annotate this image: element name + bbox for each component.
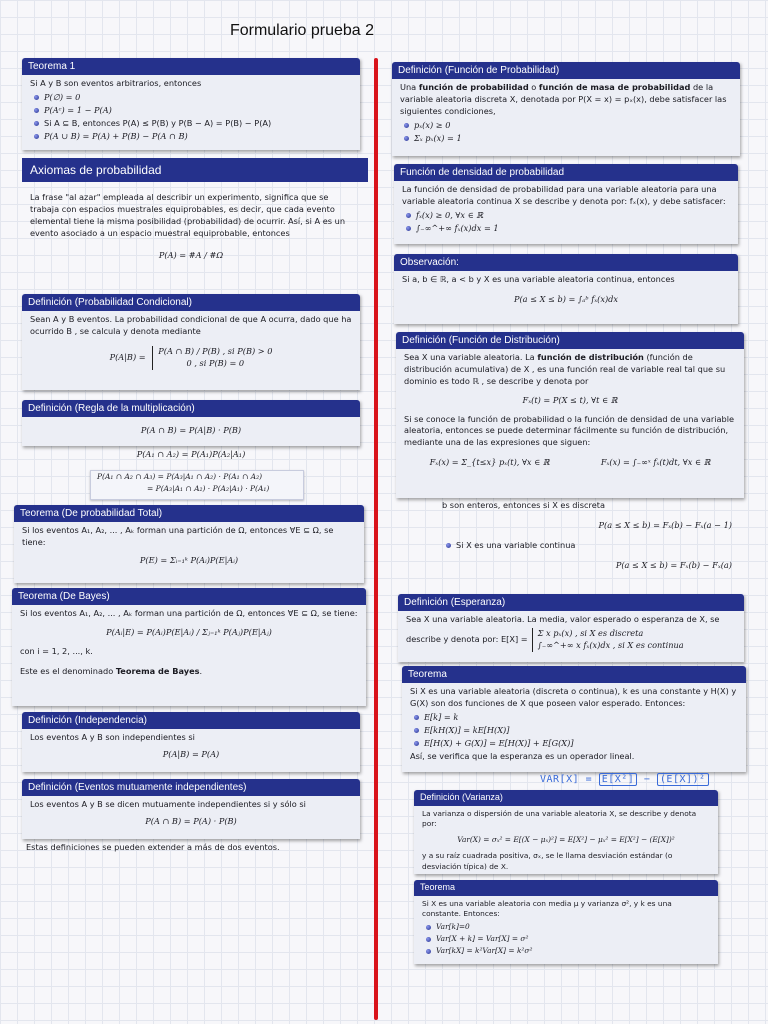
teorema-esp-item: E[kH(X)] = kE[H(X)] [424,725,738,737]
annotation-box1: E[X²] [599,773,638,786]
fragment-formula2: P(a ≤ X ≤ b) = Fₓ(b) − Fₓ(a) [615,559,732,570]
independencia-title: Definición (Independencia) [22,712,360,729]
teorema1-item: P(Aᶜ) = 1 − P(A) [44,105,352,117]
distribucion-formulas [404,457,736,469]
mutuamente-text: Los eventos A y B se dicen mutuamente independientes si y sólo si [30,799,306,809]
axiomas-formula: P(A) = #A / #Ω [158,249,224,260]
distribucion-text [404,352,736,388]
bayes-card [12,588,366,706]
axiomas-title: Axiomas de probabilidad [22,158,368,182]
regla-mult-sheet [90,470,304,500]
bayes-closing-suffix: . [199,665,203,676]
distribucion-formula: Fₓ(t) = P(X ≤ t), ∀t ∈ ℝ [522,394,618,405]
distribucion-formula-discrete: Fₓ(x) = Σ_{t≤x} pₓ(t), ∀x ∈ ℝ [429,457,550,468]
teorema1-item: Si A ⊆ B, entonces P(A) ≤ P(B) y P(B − A) = P(B) − P(A) [44,118,352,130]
annotation-box2: (E[X])² [657,773,709,786]
funcion-prob-text-c: de la variable aleatoria discreta X, denotada por P(X = x) = pₓ(x), debe satisfacer las siguientes condiciones, [400,82,727,116]
observacion-formula: P(a ≤ X ≤ b) = ∫ₐᵇ fₓ(x)dx [513,293,619,304]
teorema-esp-title: Teorema [402,666,746,683]
distribucion-text-a: Sea X una variable aleatoria. La [404,352,538,362]
prob-condicional-formula [30,346,352,370]
varianza-text: La varianza o dispersión de una variable aleatoria X, se describe y denota por: [422,808,697,829]
esperanza-case: Σ x pₓ(x) , si X es discreta [537,627,644,638]
teorema-esp-item: E[k] = k [424,712,738,724]
teorema-var-title: Teorema [414,880,718,896]
prob-condicional-case: 0 , si P(B) = 0 [186,357,245,368]
regla-mult-formula1: P(A ∩ B) = P(A|B) · P(B) [140,425,242,435]
extension-note: Estas definiciones se pueden extender a más de dos eventos. [26,842,280,852]
annotation-left: VAR[X] = [540,774,593,785]
teorema1-title: Teorema 1 [22,58,360,75]
distribucion-text-b: (función de distribución acumulativa) de X , es una función real de variable real tal que su dominio es todo ℝ , se describe y denota por [404,352,726,386]
funcion-prob-item: Σₓ pₓ(x) = 1 [414,133,732,145]
distribucion-title: Definición (Función de Distribución) [396,332,744,349]
teorema-esp-card [402,666,746,772]
prob-condicional-card [22,294,360,390]
teorema1-card [22,58,360,150]
teorema1-item: P(∅) = 0 [44,92,352,104]
mutuamente-title: Definición (Eventos mutuamente independientes) [22,779,360,796]
prob-total-text: Si los eventos A₁, A₂, ... , Aₖ forman una partición de Ω, entonces ∀E ⊆ Ω, se tiene: [22,525,334,547]
axiomas-text [30,192,352,266]
prob-condicional-title: Definición (Probabilidad Condicional) [22,294,360,311]
teorema-var-item: Var[X + k] = Var[X] = σ² [436,934,710,945]
bayes-closing-bold: Teorema de Bayes [115,665,200,676]
fragment-block [442,500,732,580]
distribucion-formula-continuous: Fₓ(x) = ∫₋∞ˣ fₓ(t)dt, ∀x ∈ ℝ [600,457,711,468]
fragment-formula1: P(a ≤ X ≤ b) = Fₓ(b) − Fₓ(a − 1) [598,519,732,530]
independencia-formula: P(A|B) = P(A) [162,748,220,759]
handwritten-annotation [540,774,709,785]
funcion-prob-card [392,62,740,156]
esperanza-cases [532,628,684,652]
bayes-note: con i = 1, 2, ..., k. [20,645,93,656]
prob-condicional-case: P(A ∩ B) / P(B) , si P(B) > 0 [158,345,273,356]
teorema-var-item: Var[k]=0 [436,922,710,933]
prob-total-card [14,505,364,583]
funcion-prob-item: pₓ(x) ≥ 0 [414,120,732,132]
teorema-var-card [414,880,718,964]
independencia-card [22,712,360,772]
regla-mult-formula3: P(A₁ ∩ A₂ ∩ A₃) = P(A₃|A₁ ∩ A₂) · P(A₁ ∩ A₂) [97,472,263,481]
prob-total-formula: P(E) = Σᵢ₌₁ᵏ P(Aᵢ)P(E|Aᵢ) [139,554,239,565]
teorema-esp-closing: Así, se verifica que la esperanza es un operador lineal. [410,751,635,762]
regla-mult-card [22,400,360,446]
independencia-text: Los eventos A y B son independientes si [30,732,195,742]
bayes-title: Teorema (De Bayes) [12,588,366,605]
esperanza-lead: describe y denota por: E[X] = [406,633,528,644]
densidad-card [394,164,738,244]
esperanza-text: Sea X una variable aleatoria. La media, valor esperado o esperanza de X, se [406,614,720,624]
funcion-prob-bold2: función de masa de probabilidad [538,82,691,92]
funcion-prob-title: Definición (Función de Probabilidad) [392,62,740,79]
observacion-title: Observación: [394,254,738,271]
teorema-esp-item: E[H(X) + G(X)] = E[H(X)] + E[G(X)] [424,738,738,750]
annotation-minus: − [643,774,651,785]
densidad-text: La función de densidad de probabilidad para una variable aleatoria para una variable aleatoria continua X se describe y denota por: fₓ(x), y debe satisfacer: [402,184,726,206]
fragment-bullet: Si X es una variable continua [456,540,732,552]
prob-total-title: Teorema (De probabilidad Total) [14,505,364,522]
teorema1-intro: Si A y B son eventos arbitrarios, entonces [30,78,202,88]
densidad-item: ∫₋∞^+∞ fₓ(x)dx = 1 [416,223,730,235]
observacion-card [394,254,738,324]
bayes-closing-prefix: Este es el denominado [20,665,116,676]
regla-mult-formula2: P(A₁ ∩ A₂) = P(A₁)P(A₂|A₁) [136,449,246,459]
distribucion-text2: Si se conoce la función de probabilidad o la función de densidad de una variable aleatoria, entonces se puede determinar fácilmente su función de distribución, mediante una de las expresiones que siguen: [404,413,735,448]
funcion-prob-text-a: Una [400,82,419,92]
distribucion-card [396,332,744,498]
varianza-text2: y a su raíz cuadrada positiva, σₓ, se le llama desviación estándar (o desviación típica) de X. [422,850,673,871]
fragment-line1: b son enteros, entonces si X es discreta [442,500,605,510]
mutuamente-card [22,779,360,839]
funcion-prob-bold1: función de probabilidad [418,82,529,92]
esperanza-title: Definición (Esperanza) [398,594,744,611]
bayes-text: Si los eventos A₁, A₂, ... , Aₖ forman una partición de Ω, entonces ∀E ⊆ Ω, se tiene: [20,608,358,618]
teorema1-item: P(A ∪ B) = P(A) + P(B) − P(A ∩ B) [44,131,352,143]
densidad-item: fₓ(x) ≥ 0, ∀x ∈ ℝ [416,210,730,222]
densidad-title: Función de densidad de probabilidad [394,164,738,181]
prob-condicional-text: Sean A y B eventos. La probabilidad condicional de que A ocurra, dado que ha ocurrido B , se calcula y denota mediante [30,314,352,336]
esperanza-formula [406,628,736,652]
distribucion-bold: función de distribución [537,352,644,362]
axiomas-paragraph: La frase "al azar" empleada al describir un experimento, significa que se trabaja con espacios muestrales equiprobables, es decir, que cada evento elemental tiene la misma posibilidad (probabilidad) de ocurrir. Así, si A es un evento asociado a un espacio muestral equiprobable, entonces [30,192,346,238]
esperanza-case: ∫₋∞^+∞ x fₓ(x)dx , si X es continua [537,639,684,650]
bayes-formula: P(Aᵢ|E) = P(Aᵢ)P(E|Aᵢ) / Σⱼ₌₁ᵏ P(Aⱼ)P(E|Aⱼ) [106,626,272,637]
regla-mult-formula4: = P(A₃|A₁ ∩ A₂) · P(A₂|A₁) · P(A₁) [147,483,270,493]
page-title: Formulario prueba 2 [229,22,375,39]
varianza-formula: Var(X) = σₓ² = E[(X − μₓ)²] = E[X²] − μₓ² = E[X²] − (E[X])² [457,835,675,845]
funcion-prob-text-b: o [528,82,539,92]
prob-condicional-lhs: P(A|B) = [109,351,146,362]
teorema-var-text: Si X es una variable aleatoria con media μ y varianza σ², y k es una constante. Entonces: [422,898,672,919]
esperanza-card [398,594,744,662]
column-divider [374,58,378,1020]
observacion-text: Si a, b ∈ ℝ, a < b y X es una variable aleatoria continua, entonces [402,274,675,284]
varianza-title: Definición (Varianza) [414,790,718,806]
funcion-prob-text [400,82,732,118]
prob-condicional-cases [152,346,272,370]
teorema-esp-text: Si X es una variable aleatoria (discreta o continua), k es una constante y H(X) y G(X) son dos funciones de X que poseen valor esperado. Entonces: [410,686,737,708]
mutuamente-formula: P(A ∩ B) = P(A) · P(B) [145,815,237,826]
regla-mult-title: Definición (Regla de la multiplicación) [22,400,360,417]
varianza-card [414,790,718,874]
teorema-var-item: Var[kX] = k²Var[X] = k²σ² [436,946,710,957]
bayes-closing [20,666,358,678]
